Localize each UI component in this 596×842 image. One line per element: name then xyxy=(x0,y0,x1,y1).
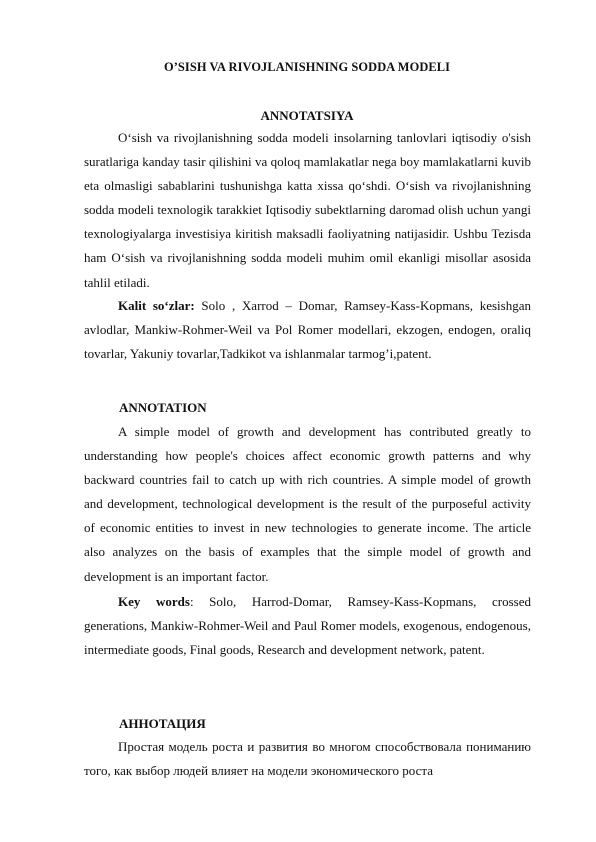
en-abstract-text: A simple model of growth and development has contributed greatly to understanding how people's choices affect economic growth patterns and why backward countries fail to catch up with rich countries. A simple model of growth and development, technological development is the result of the purposeful activity of economic entities to invest in new technologies to generate income. The article also analyzes on the basis of examples that the simple model of growth and development is an important factor. xyxy=(84,424,531,584)
en-keywords-text: : Solo, Harrod-Domar, Ramsey-Kass-Kopmans, crossed generations, Mankiw-Rohmer-Weil and Paul Romer models, exogenous, endogenous, intermediate goods, Final goods, Research and development network, patent. xyxy=(84,594,531,658)
paper-title: O’SISH VA RIVOJLANISHNING SODDA MODELI xyxy=(163,60,451,74)
ru-abstract-text: Простая модель роста и развития во многом способствовала пониманию того, как выбор людей влияет на модели экономического роста xyxy=(84,739,531,779)
en-keywords-label: Key words xyxy=(118,594,190,609)
ru-abstract-heading: АННОТАЦИЯ xyxy=(119,716,206,731)
uz-keywords-label: Kalit so‘zlar: xyxy=(118,298,195,313)
uz-abstract-text: O‘sish va rivojlanishning sodda modeli insolarning tanlovlari iqtisodiy o'sish suratlariga kanday tasir qilishini va qoloq mamlakatlar nega boy mamlakatlarni kuvib eta olmasligi sabablarini tushunishga katta xissa qo‘shdi. O‘sish va rivojlanishning sodda modeli texnologik tarakkiet Iqtisodiy subektlarning daromad olish uchun yangi texnologiyalarga investisiya kiritish maksadli faoliyatning natijasidir. Ushbu Tezisda ham O‘sish va rivojlanishning sodda modeli muhim omil ekanligi misollar asosida tahlil etiladi. xyxy=(84,130,531,290)
en-keywords xyxy=(84,590,531,662)
uz-keywords xyxy=(84,294,531,366)
en-abstract-heading: ANNOTATION xyxy=(119,400,207,415)
uz-abstract-heading: ANNOTATSIYA xyxy=(260,108,354,123)
uz-keywords-text: Solo , Xarrod – Domar, Ramsey-Kass-Kopmans, kesishgan avlodlar, Mankiw-Rohmer-Weil va Pol Romer modellari, ekzogen, endogen, oraliq tovarlar, Yakuniy tovarlar,Tadkikot va ishlanmalar tarmog’i,patent. xyxy=(84,298,531,362)
